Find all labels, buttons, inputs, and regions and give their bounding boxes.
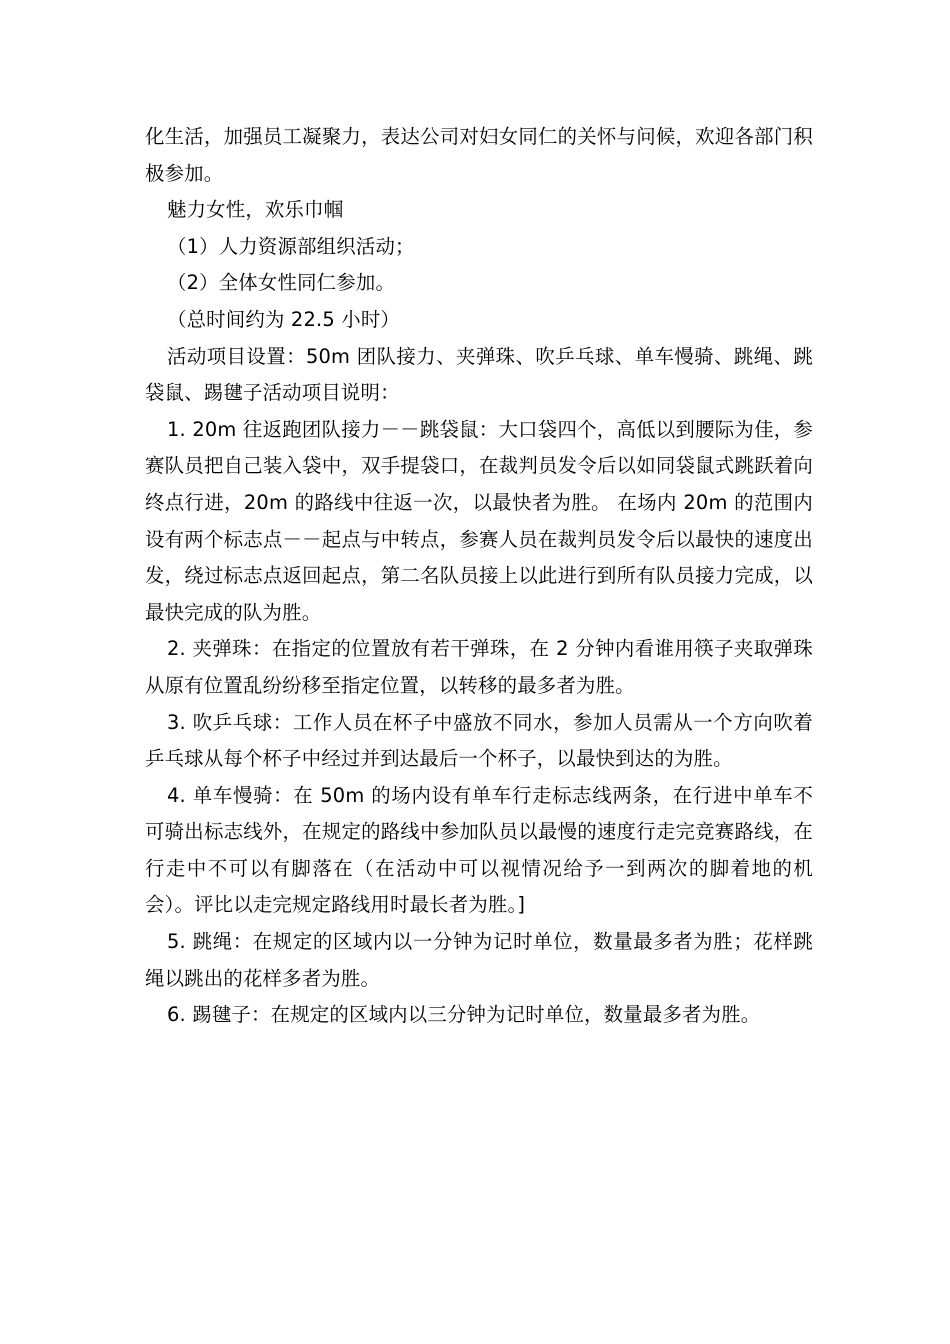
- paragraph-total-time: （总时间约为 22.5 小时）: [167, 307, 401, 331]
- paragraph-item-5-jump-rope: 5. 跳绳：在规定的区域内以一分钟为记时单位，数量最多者为胜；花样跳绳以跳出的花样多者为胜。: [145, 930, 813, 990]
- paragraph-organizer: （1）人力资源部组织活动；: [167, 234, 415, 258]
- paragraph-item-1-relay: 1. 20m 往返跑团队接力－－跳袋鼠：大口袋四个，高低以到腰际为佳，参赛队员把自己装入袋中，双手提袋口，在裁判员发令后以如同袋鼠式跳跃着向终点行进，20m 的路线中往返一次，以最快者为胜。 在场内 20m 的范围内设有两个标志点－－起点与中转点，参赛人员在裁判员发令后以最快的速度出发，绕过标志点返回起点，第二名队员接上以此进行到所有队员接力完成，以最快完成的队为胜。: [145, 417, 813, 624]
- paragraph-item-4-slow-bike: 4. 单车慢骑：在 50m 的场内设有单车行走标志线两条，在行进中单车不可骑出标志线外，在规定的路线中参加队员以最慢的速度行走完竞赛路线，在行走中不可以有脚落在（在活动中可以视情况给予一到两次的脚着地的机会）。评比以走完规定路线用时最长者为胜。]: [145, 783, 813, 917]
- paragraph-activity-setup: 活动项目设置：50m 团队接力、夹弹珠、吹乒乓球、单车慢骑、跳绳、跳袋鼠、踢毽子活动项目说明：: [145, 344, 813, 405]
- paragraph-theme: 魅力女性，欢乐巾帼: [167, 198, 344, 222]
- paragraph-item-2-marbles: 2. 夹弹珠：在指定的位置放有若干弹珠，在 2 分钟内看谁用筷子夹取弹珠从原有位置乱纷纷移至指定位置，以转移的最多者为胜。: [145, 637, 813, 697]
- document-body: [145, 119, 813, 1034]
- paragraph-item-3-ping-pong: 3. 吹乒乓球：工作人员在杯子中盛放不同水，参加人员需从一个方向吹着乒乓球从每个杯子中经过并到达最后一个杯子，以最快到达的为胜。: [145, 710, 813, 771]
- paragraph-participants: （2）全体女性同仁参加。: [167, 271, 396, 295]
- paragraph-intro-continuation: 化生活，加强员工凝聚力，表达公司对妇女同仁的关怀与问候，欢迎各部门积极参加。: [145, 125, 813, 185]
- paragraph-item-6-shuttlecock: 6. 踢毽子：在规定的区域内以三分钟为记时单位，数量最多者为胜。: [167, 1003, 761, 1027]
